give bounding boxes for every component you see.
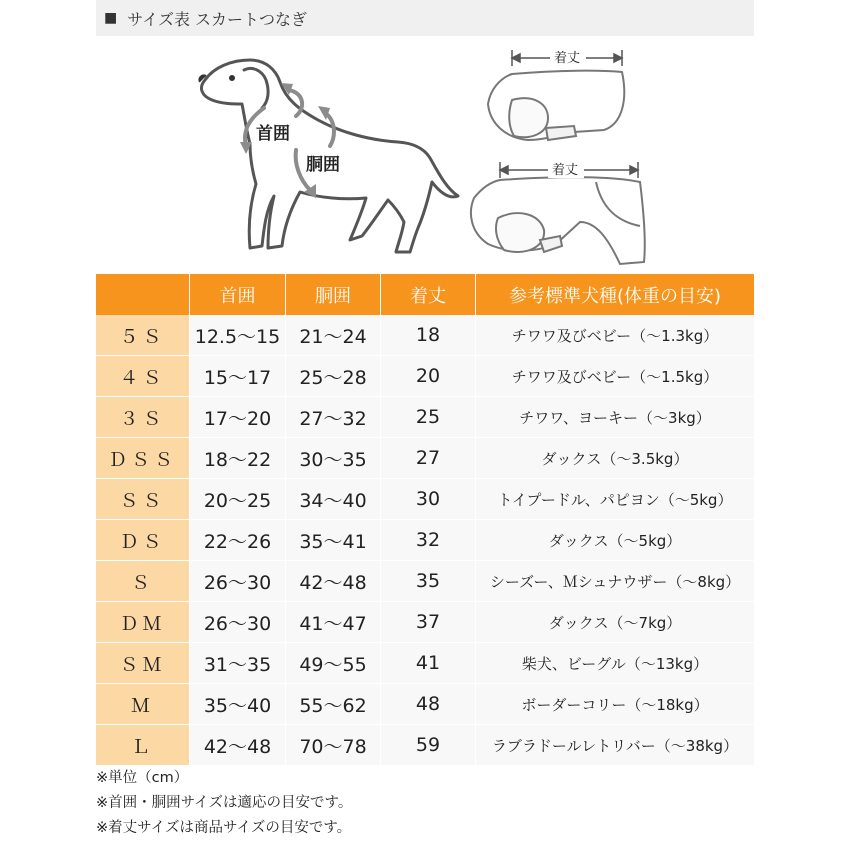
chest-cell: 30～35 — [286, 438, 381, 479]
column-header-neck: 首囲 — [190, 274, 286, 315]
garment-bottom-icon — [471, 177, 645, 264]
neck-cell: 42～48 — [190, 725, 286, 766]
length-cell: 48 — [381, 684, 476, 725]
size-cell: ＤＭ — [96, 602, 190, 643]
breed-cell: チワワ及びベビー（～1.5kg） — [476, 356, 754, 397]
length-cell: 35 — [381, 561, 476, 602]
note-unit: ※単位（cm） — [96, 770, 189, 786]
size-cell: ＤＳＳ — [96, 438, 190, 479]
size-cell: Ｓ — [96, 561, 190, 602]
length-cell: 27 — [381, 438, 476, 479]
neck-cell: 22～26 — [190, 520, 286, 561]
length-label-bottom: 着丈 — [552, 163, 579, 178]
note-length: ※着丈サイズは商品サイズの目安です。 — [96, 820, 352, 836]
column-header-size — [96, 274, 190, 315]
breed-cell: チワワ及びベビー（～1.3kg） — [476, 315, 754, 356]
breed-cell: シーズー、Ｍシュナウザー（～8kg） — [476, 561, 754, 602]
length-cell: 59 — [381, 725, 476, 766]
measurement-illustration — [0, 0, 850, 270]
size-cell: Ｍ — [96, 684, 190, 725]
length-cell: 18 — [381, 315, 476, 356]
length-label-top: 着丈 — [554, 51, 581, 66]
chest-cell: 55～62 — [286, 684, 381, 725]
breed-cell: トイプードル、パピヨン（～5kg） — [476, 479, 754, 520]
size-cell: ＤＳ — [96, 520, 190, 561]
neck-cell: 26～30 — [190, 602, 286, 643]
size-cell: ３Ｓ — [96, 397, 190, 438]
table-row — [96, 438, 754, 479]
size-cell: ＳＭ — [96, 643, 190, 684]
chest-cell: 27～32 — [286, 397, 381, 438]
table-row — [96, 561, 754, 602]
length-cell: 37 — [381, 602, 476, 643]
neck-cell: 20～25 — [190, 479, 286, 520]
size-cell: Ｌ — [96, 725, 190, 766]
table-header-row — [96, 274, 754, 315]
chest-cell: 21～24 — [286, 315, 381, 356]
square-bullet-icon: ■ — [104, 10, 118, 26]
table-row — [96, 725, 754, 766]
chest-cell: 41～47 — [286, 602, 381, 643]
length-cell: 30 — [381, 479, 476, 520]
neck-cell: 12.5～15 — [190, 315, 286, 356]
note-neck-chest: ※首囲・胴囲サイズは適応の目安です。 — [96, 795, 353, 811]
chest-cell: 25～28 — [286, 356, 381, 397]
garment-top-icon — [488, 71, 624, 140]
size-cell: ＳＳ — [96, 479, 190, 520]
length-cell: 32 — [381, 520, 476, 561]
breed-cell: チワワ、ヨーキー（～3kg） — [476, 397, 754, 438]
neck-label: 首囲 — [256, 124, 290, 144]
table-row — [96, 520, 754, 561]
breed-cell: ダックス（～5kg） — [476, 520, 754, 561]
column-header-length: 着丈 — [381, 274, 476, 315]
size-cell: ４Ｓ — [96, 356, 190, 397]
breed-cell: ダックス（～3.5kg） — [476, 438, 754, 479]
table-row — [96, 643, 754, 684]
neck-cell: 15～17 — [190, 356, 286, 397]
breed-cell: 柴犬、ビーグル（～13kg） — [476, 643, 754, 684]
neck-cell: 18～22 — [190, 438, 286, 479]
chest-cell: 35～41 — [286, 520, 381, 561]
neck-cell: 31～35 — [190, 643, 286, 684]
length-cell: 41 — [381, 643, 476, 684]
table-row — [96, 479, 754, 520]
chest-cell: 34～40 — [286, 479, 381, 520]
table-row — [96, 602, 754, 643]
breed-cell: ダックス（～7kg） — [476, 602, 754, 643]
neck-cell: 26～30 — [190, 561, 286, 602]
table-row — [96, 315, 754, 356]
section-title: サイズ表 スカートつなぎ — [127, 9, 308, 29]
notes — [96, 766, 352, 841]
neck-cell: 17～20 — [190, 397, 286, 438]
chest-cell: 42～48 — [286, 561, 381, 602]
breed-cell: ラブラドールレトリバー（～38kg） — [476, 725, 754, 766]
length-cell: 25 — [381, 397, 476, 438]
dog-eye-icon — [229, 75, 235, 81]
chest-label: 胴囲 — [306, 155, 340, 175]
breed-cell: ボーダーコリー（～18kg） — [476, 684, 754, 725]
size-table — [96, 274, 754, 766]
table-row — [96, 684, 754, 725]
column-header-chest: 胴囲 — [286, 274, 381, 315]
chest-cell: 70～78 — [286, 725, 381, 766]
length-cell: 20 — [381, 356, 476, 397]
size-cell: ５Ｓ — [96, 315, 190, 356]
neck-cell: 35～40 — [190, 684, 286, 725]
column-header-breed: 参考標準犬種(体重の目安) — [476, 274, 754, 315]
table-row — [96, 356, 754, 397]
chest-cell: 49～55 — [286, 643, 381, 684]
table-row — [96, 397, 754, 438]
